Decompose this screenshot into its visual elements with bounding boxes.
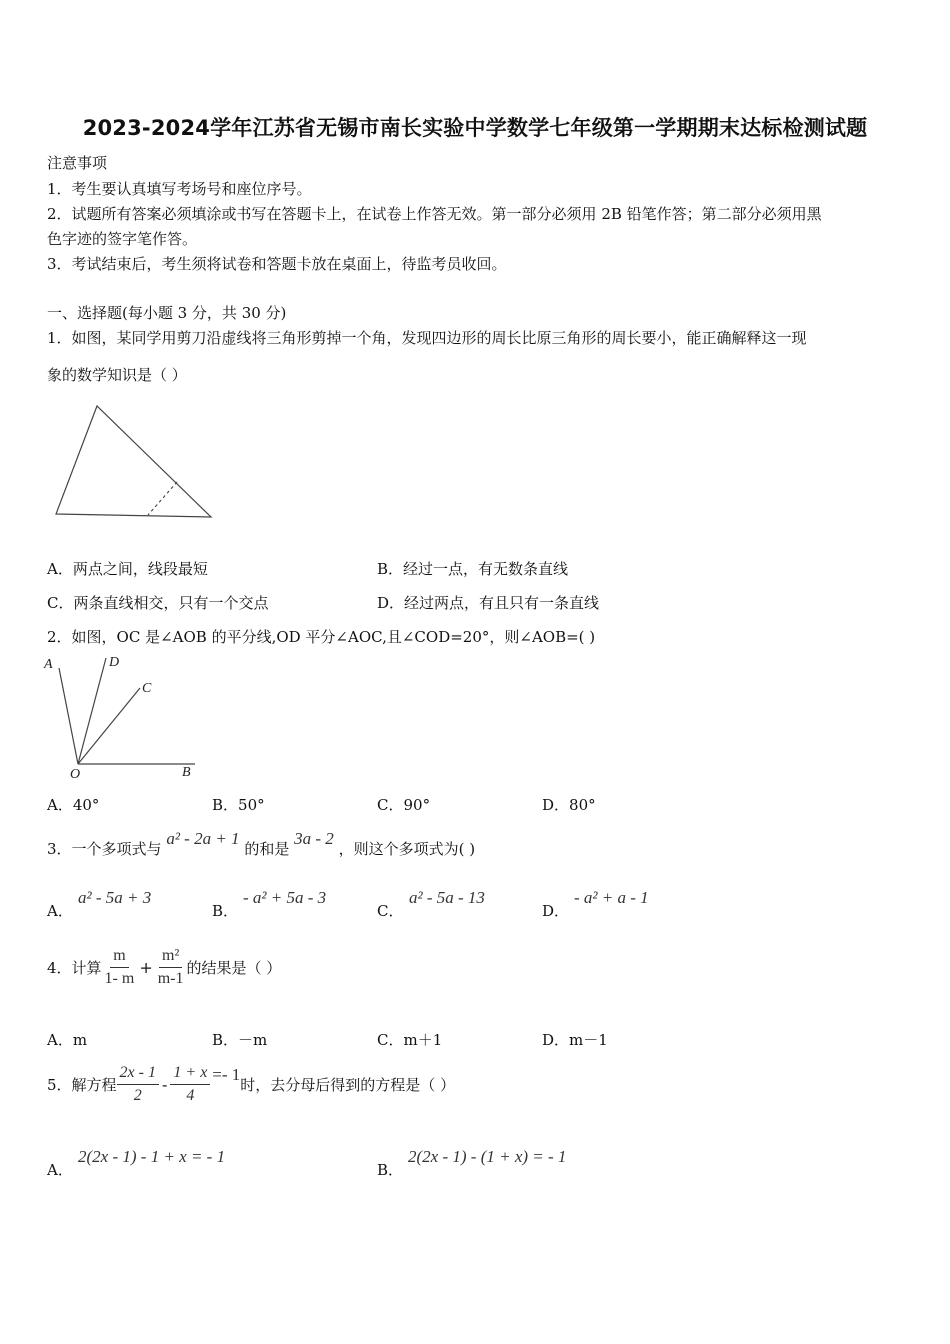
notice-item: 1．考生要认真填写考场号和座位序号。 bbox=[47, 180, 312, 198]
q1-option-a[interactable]: A．两点之间，线段最短 bbox=[47, 560, 208, 578]
label-a: A bbox=[44, 657, 53, 672]
q3-option-a-label[interactable]: A． bbox=[47, 902, 73, 920]
q2-option-d[interactable]: D．80° bbox=[542, 796, 596, 814]
page-title: 2023-2024学年江苏省无锡市南长实验中学数学七年级第一学期期末达标检测试题 bbox=[82, 116, 868, 140]
q5-stem-post: 时，去分母后得到的方程是（ ） bbox=[240, 1076, 456, 1094]
q1-option-c[interactable]: C．两条直线相交，只有一个交点 bbox=[47, 594, 269, 612]
q5-option-b-label[interactable]: B． bbox=[377, 1161, 404, 1179]
q1-triangle-figure bbox=[50, 400, 220, 525]
q1-option-b[interactable]: B．经过一点，有无数条直线 bbox=[377, 560, 569, 578]
q3-option-d-label[interactable]: D． bbox=[542, 902, 570, 920]
q3-option-b-label[interactable]: B． bbox=[212, 902, 239, 920]
q4-frac2-numerator: m² bbox=[159, 945, 182, 968]
q2-angle-figure bbox=[42, 650, 207, 785]
label-o: O bbox=[70, 767, 81, 782]
q4-option-d[interactable]: D．m－1 bbox=[542, 1031, 608, 1049]
q5-fraction-1 bbox=[117, 1062, 159, 1107]
ray-od bbox=[78, 658, 106, 764]
q5-frac1-denominator: 2 bbox=[133, 1087, 142, 1104]
q4-option-c[interactable]: C．m＋1 bbox=[377, 1031, 443, 1049]
q1-stem-line2: 象的数学知识是（ ） bbox=[47, 366, 187, 384]
q5-fraction-2 bbox=[170, 1062, 210, 1107]
q3-option-b[interactable]: - a² + 5a - 3 bbox=[243, 888, 327, 907]
q4-option-a[interactable]: A．m bbox=[47, 1031, 88, 1049]
q4-option-b[interactable]: B．－m bbox=[212, 1031, 268, 1049]
q2-option-b[interactable]: B．50° bbox=[212, 796, 265, 814]
q5-stem-pre: 5．解方程 bbox=[47, 1076, 117, 1094]
q5-option-b[interactable]: 2(2x - 1) - (1 + x) = - 1 bbox=[408, 1147, 567, 1166]
q4-fraction-2 bbox=[155, 945, 187, 990]
notice-item: 3．考试结束后，考生须将试卷和答题卡放在桌面上，待监考员收回。 bbox=[47, 255, 507, 273]
q5-option-a-label[interactable]: A． bbox=[47, 1161, 73, 1179]
q5-rhs: =- 1 bbox=[212, 1064, 241, 1084]
ray-oa bbox=[59, 668, 78, 764]
cut-dashed-line bbox=[148, 482, 177, 515]
q4-frac1-numerator: m bbox=[110, 945, 128, 968]
q5-option-a[interactable]: 2(2x - 1) - 1 + x = - 1 bbox=[78, 1147, 226, 1166]
q1-stem-line1: 1．如图，某同学用剪刀沿虚线将三角形剪掉一个角，发现四边形的周长比原三角形的周长要小，能正确解释这一现 bbox=[47, 329, 807, 347]
q1-option-d[interactable]: D．经过两点，有且只有一条直线 bbox=[377, 594, 600, 612]
q4-stem-pre: 4．计算 bbox=[47, 959, 102, 977]
q3-option-a[interactable]: a² - 5a + 3 bbox=[78, 888, 152, 907]
q5-frac2-numerator: 1 + x bbox=[170, 1062, 210, 1085]
q4-fraction-1 bbox=[102, 945, 138, 990]
notice-item: 2．试题所有答案必须填涂或书写在答题卡上，在试卷上作答无效。第一部分必须用 2B 铅笔作答；第二部分必须用黑 bbox=[47, 205, 822, 223]
q5-minus: - bbox=[161, 1075, 168, 1094]
label-b: B bbox=[182, 765, 191, 780]
q2-option-a[interactable]: A．40° bbox=[47, 796, 100, 814]
q3-stem-pre: 3．一个多项式与 bbox=[47, 840, 162, 858]
q5-stem bbox=[47, 1062, 455, 1107]
q2-stem: 2．如图，OC 是∠AOB 的平分线,OD 平分∠AOC,且∠COD=20°，则∠AOB=( ) bbox=[47, 628, 596, 646]
q4-stem bbox=[47, 945, 281, 990]
q3-option-c[interactable]: a² - 5a - 13 bbox=[409, 888, 485, 907]
triangle-outline bbox=[56, 406, 211, 517]
section-heading: 一、选择题(每小题 3 分，共 30 分) bbox=[47, 304, 287, 322]
notice-heading: 注意事项 bbox=[47, 154, 108, 172]
q3-stem-mid: 的和是 bbox=[244, 840, 290, 858]
q3-expr1: a² - 2a + 1 bbox=[166, 829, 240, 848]
q5-frac1-numerator: 2x - 1 bbox=[117, 1062, 159, 1085]
q3-stem-post: ，则这个多项式为( ) bbox=[338, 840, 476, 858]
label-d: D bbox=[109, 655, 120, 670]
q3-stem bbox=[47, 829, 476, 859]
q3-option-c-label[interactable]: C． bbox=[377, 902, 404, 920]
q3-option-d[interactable]: - a² + a - 1 bbox=[574, 888, 649, 907]
label-c: C bbox=[142, 681, 152, 696]
ray-oc bbox=[78, 688, 140, 764]
q2-option-c[interactable]: C．90° bbox=[377, 796, 431, 814]
q4-frac1-denominator: 1- m bbox=[104, 970, 135, 987]
q4-stem-post: 的结果是（ ） bbox=[186, 959, 282, 977]
q3-expr2: 3a - 2 bbox=[294, 829, 334, 848]
q4-plus: + bbox=[139, 958, 153, 977]
q4-frac2-denominator: m-1 bbox=[157, 970, 184, 987]
notice-item: 色字迹的签字笔作答。 bbox=[47, 230, 198, 248]
q5-frac2-denominator: 4 bbox=[186, 1087, 195, 1104]
